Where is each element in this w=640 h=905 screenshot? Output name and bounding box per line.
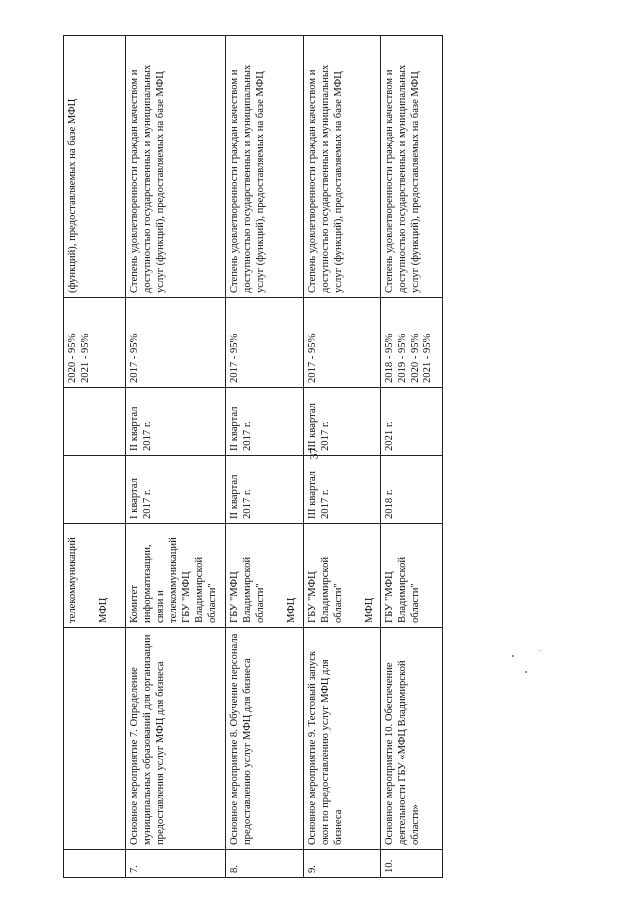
cell-num: 10. bbox=[380, 850, 442, 878]
value-line: 2021 - 95% bbox=[79, 333, 91, 383]
table-row bbox=[64, 36, 126, 878]
cell-end: II квартал 2017 г. bbox=[226, 388, 304, 456]
cell-values bbox=[64, 298, 126, 388]
cell-num: 9. bbox=[304, 850, 381, 878]
value-line: 2018 - 95% bbox=[383, 333, 395, 383]
scan-speck bbox=[539, 650, 540, 651]
value-line: 2017 - 95% bbox=[129, 333, 140, 383]
cell-end bbox=[64, 388, 126, 456]
value-line: 2017 - 95% bbox=[229, 333, 240, 383]
scan-speck bbox=[512, 655, 514, 657]
cell-indicator: Степень удовлетворенности граждан качеством и доступностью государственных и муниципальных услуг (функций), предоставляемых на базе МФЦ bbox=[226, 36, 304, 298]
rotated-table-frame bbox=[63, 36, 434, 878]
cell-start bbox=[64, 456, 126, 524]
cell-executor bbox=[64, 524, 126, 628]
cell-start: I квартал 2017 г. bbox=[126, 456, 226, 524]
cell-executor bbox=[126, 524, 226, 628]
cell-end: II квартал 2017 г. bbox=[126, 388, 226, 456]
value-line: 2021 - 95% bbox=[422, 333, 434, 383]
cell-end: III квартал 2017 г. bbox=[304, 388, 381, 456]
cell-start: II квартал 2017 г. bbox=[226, 456, 304, 524]
cell-num: 8. bbox=[226, 850, 304, 878]
cell-indicator: Степень удовлетворенности граждан качеством и доступностью государственных и муниципальных услуг (функций), предоставляемых на базе МФЦ bbox=[380, 36, 442, 298]
value-line: 2017 - 95% bbox=[307, 333, 318, 383]
cell-executor bbox=[226, 524, 304, 628]
cell-executor bbox=[380, 524, 442, 628]
executor-line: МФЦ bbox=[97, 597, 109, 623]
cell-values bbox=[226, 298, 304, 388]
page-number: 37 bbox=[306, 447, 321, 460]
cell-indicator: Степень удовлетворенности граждан качеством и доступностью государственных и муниципальных услуг (функций), предоставляемых на базе МФЦ bbox=[304, 36, 381, 298]
cell-indicator: (функций), предоставляемых на базе МФЦ bbox=[64, 36, 126, 298]
value-line: 2019 - 95% bbox=[396, 333, 408, 383]
table-row bbox=[304, 36, 381, 878]
table-row bbox=[126, 36, 226, 878]
cell-start: 2018 г. bbox=[380, 456, 442, 524]
cell-num: 7. bbox=[126, 850, 226, 878]
executor-line: МФЦ bbox=[285, 597, 297, 623]
executor-line: ГБУ "МФЦ Владимирской области" bbox=[229, 556, 266, 623]
scan-speck bbox=[525, 671, 527, 673]
value-line: 2020 - 95% bbox=[409, 333, 421, 383]
cell-values bbox=[304, 298, 381, 388]
cell-start: III квартал 2017 г. bbox=[304, 456, 381, 524]
cell-activity: Основное мероприятие 10. Обеспечение деятельности ГБУ «МФЦ Владимирской области» bbox=[380, 628, 442, 850]
cell-activity: Основное мероприятие 8. Обучение персонала предоставлению услуг МФЦ для бизнеса bbox=[226, 628, 304, 850]
cell-num bbox=[64, 850, 126, 878]
executor-line: ГБУ "МФЦ Владимирской области" bbox=[383, 556, 421, 623]
cell-activity: Основное мероприятие 9. Тестовый запуск окон по предоставлению услуг МФЦ для бизнеса bbox=[304, 628, 381, 850]
executor-line: Комитет информатизации, связи и телекоммуникаций ГБУ "МФЦ Владимирской области" bbox=[129, 537, 218, 623]
cell-values bbox=[380, 298, 442, 388]
table-row bbox=[226, 36, 304, 878]
table-row bbox=[380, 36, 442, 878]
cell-activity: Основное мероприятие 7. Определение муниципальных образований для организации предоставления услуг МФЦ для бизнеса bbox=[126, 628, 226, 850]
cell-activity bbox=[64, 628, 126, 850]
value-line: 2020 - 95% bbox=[67, 333, 78, 383]
cell-executor bbox=[304, 524, 381, 628]
executor-line: МФЦ bbox=[363, 597, 375, 623]
activities-table bbox=[63, 35, 443, 878]
cell-end: 2021 г. bbox=[380, 388, 442, 456]
cell-values bbox=[126, 298, 226, 388]
cell-indicator: Степень удовлетворенности граждан качеством и доступностью государственных и муниципальных услуг (функций), предоставляемых на базе МФЦ bbox=[126, 36, 226, 298]
executor-line: ГБУ "МФЦ Владимирской области" bbox=[307, 556, 344, 623]
executor-line: телекоммуникаций bbox=[67, 537, 78, 623]
